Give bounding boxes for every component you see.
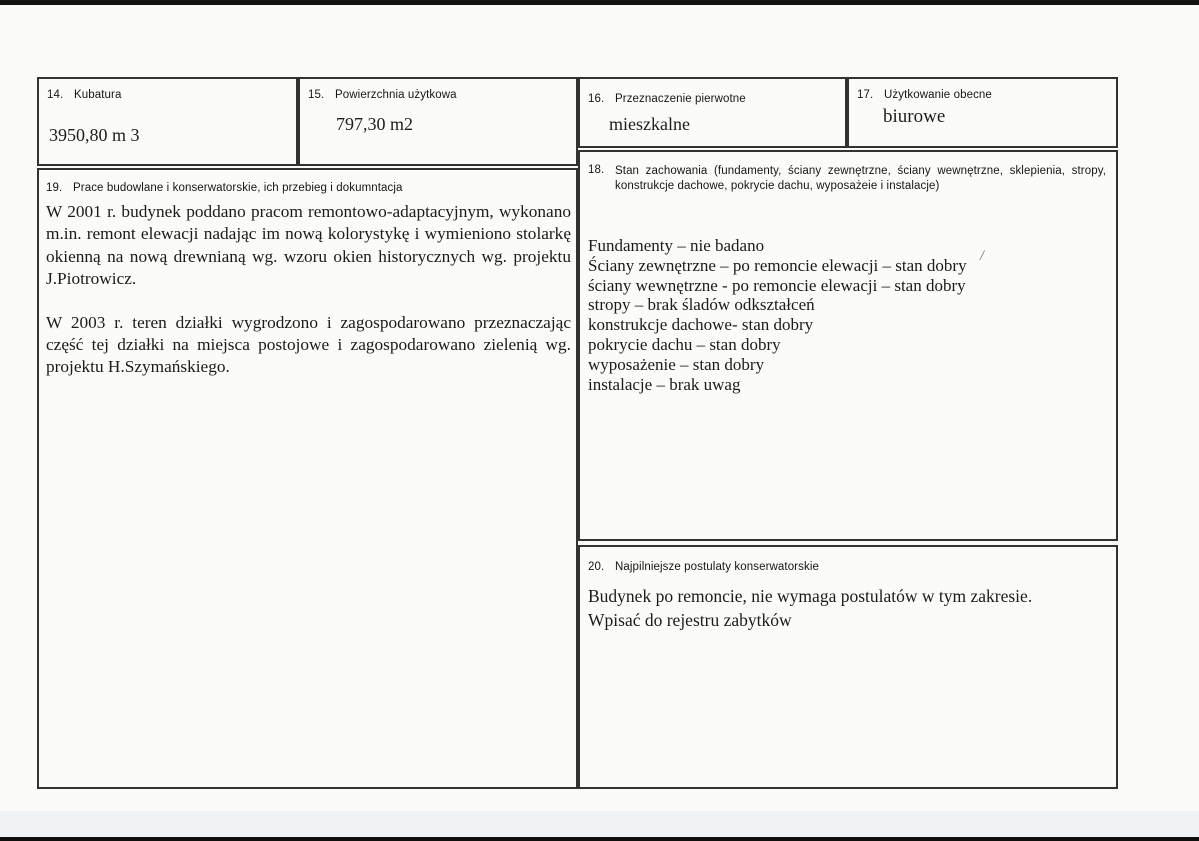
field-16-label-text: Przeznaczenie pierwotne (615, 93, 746, 105)
field-20-line: Wpisać do rejestru zabytków (588, 610, 792, 630)
field-14-value: 3950,80 m 3 (49, 125, 140, 145)
field-19-label-text: Prace budowlane i konserwatorskie, ich przebieg i dokumntacja (73, 182, 403, 194)
field-16-value: mieszkalne (609, 114, 690, 134)
field-14-label (47, 89, 286, 101)
condition-line: wyposażenie – stan dobry (588, 354, 765, 374)
cell-19-prace-budowlane (37, 168, 578, 789)
field-17-value: biurowe (883, 106, 946, 127)
field-19-label (46, 182, 569, 194)
field-20-label-text: Najpilniejsze postulaty konserwatorskie (615, 561, 819, 573)
condition-line: Fundamenty – nie badano (588, 236, 765, 255)
scan-edge-bottom (0, 837, 1199, 841)
field-16-label (588, 93, 837, 105)
scan-band-bottom (0, 811, 1199, 837)
field-19-paragraph-2: W 2003 r. teren działki wygrodzono i zagospodarowano przeznaczając część tej działki na miejsca postojowe i zagospodarowano zielenią wg. projektu H.Szymańskiego. (46, 312, 571, 377)
field-20-line: Budynek po remoncie, nie wymaga postulatów w tym zakresie. (588, 586, 1033, 606)
field-20-body (588, 584, 1106, 632)
field-17-label (857, 89, 1108, 101)
field-18-label (588, 164, 1106, 194)
condition-line: ściany wewnętrzne - po remoncie elewacji – stan dobry (588, 275, 966, 295)
field-16-number: 16. (588, 93, 605, 105)
field-15-number: 15. (308, 89, 325, 101)
field-20-label (588, 561, 1106, 573)
condition-list (588, 236, 1106, 394)
field-19-number: 19. (46, 182, 63, 194)
cell-17-uzytkowanie (847, 77, 1118, 148)
condition-line: konstrukcje dachowe- stan dobry (588, 315, 814, 335)
cell-15-powierzchnia (298, 77, 578, 166)
field-15-value: 797,30 m2 (336, 114, 414, 134)
scan-edge-top (0, 0, 1199, 5)
cell-16-przeznaczenie (578, 77, 847, 148)
field-14-number: 14. (47, 89, 64, 101)
condition-line: instalacje – brak uwag (588, 374, 741, 394)
field-17-label-text: Użytkowanie obecne (884, 89, 992, 101)
scan-artifact-slash: / (978, 247, 986, 265)
field-18-label-text: Stan zachowania (fundamenty, ściany zewnętrzne, ściany wewnętrzne, sklepienia, stropy, konstrukcje dachowe, pokrycie dachu, wyposażeie i instalacje) (615, 165, 1106, 192)
cell-14-kubatura (37, 77, 298, 166)
field-15-label (308, 89, 566, 101)
field-18-number: 18. (588, 164, 605, 176)
condition-line: pokrycie dachu – stan dobry (588, 334, 781, 354)
field-17-number: 17. (857, 89, 874, 101)
field-20-number: 20. (588, 561, 605, 573)
field-14-label-text: Kubatura (74, 89, 122, 101)
condition-line: stropy – brak śladów odkształceń (588, 295, 815, 315)
field-15-label-text: Powierzchnia użytkowa (335, 89, 457, 101)
condition-line: Ściany zewnętrzne – po remoncie elewacji – stan dobry (588, 255, 967, 275)
cell-20-postulaty (578, 545, 1118, 789)
field-19-paragraph-1: W 2001 r. budynek poddano pracom remontowo-adaptacyjnym, wykonano m.in. remont elewacji nadając im nową kolorystykę i wymieniono stolarkę okienną na nową drewnianą wg. wzoru okien historycznych wg. projektu J.Piotrowicz. (46, 202, 571, 289)
cell-18-stan-zachowania (578, 150, 1118, 541)
